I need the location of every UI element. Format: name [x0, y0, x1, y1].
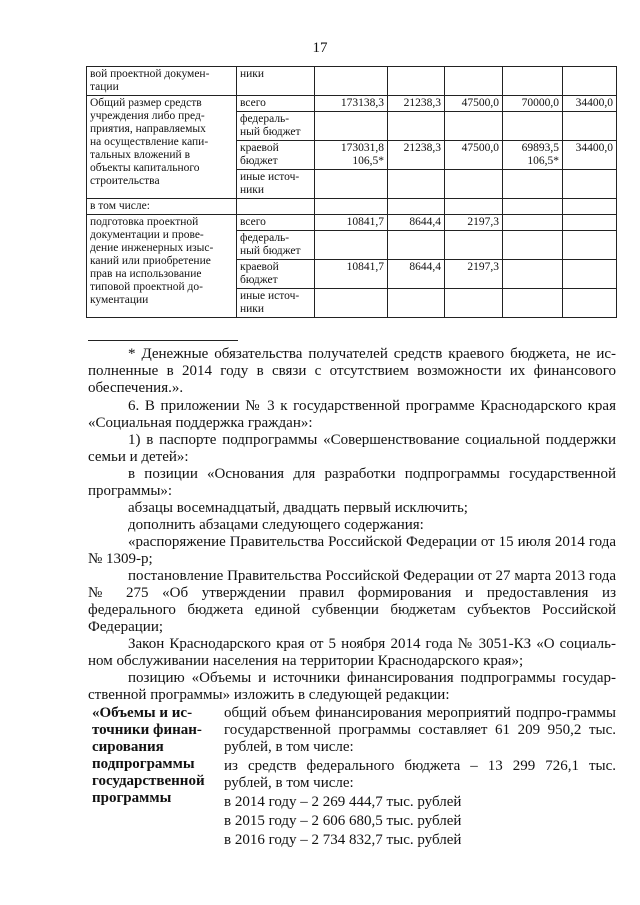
- cell-text: федераль- ный бюджет: [240, 232, 301, 257]
- paragraph: абзацы восемнадцатый, двадцать первый исключить;: [128, 500, 468, 516]
- value-cell: [563, 231, 617, 260]
- source-cell: [237, 260, 315, 289]
- value-cell: [503, 170, 563, 199]
- passport-line: в 2015 году – 2 606 680,5 тыс. рублей: [224, 813, 462, 829]
- cell-text: 2197,3: [467, 261, 499, 273]
- value-cell: [315, 141, 388, 170]
- cell-text: 47500,0: [461, 97, 499, 109]
- paragraph: позицию «Объемы и источники финансирования подпрограммы государ-ственной программы» изложить в следующей редакции:: [88, 670, 616, 703]
- value-cell: [503, 96, 563, 112]
- cell-text: ники: [240, 68, 265, 80]
- source-cell: [237, 215, 315, 231]
- cell-text: иные источ- ники: [240, 290, 300, 315]
- table-row: [87, 215, 617, 231]
- value-cell: [315, 67, 388, 96]
- value-cell: [388, 289, 445, 318]
- row-label-cell: Общий размер средств учреждения либо пред- приятия, направляемых на осуществление капи- тальных вложений в объекты капитального строительства: [87, 96, 237, 199]
- passport-line: общий объем финансирования мероприятий подпро-граммы государственной программы составляет 61 209 950,2 тыс. рублей, в том числе:: [224, 705, 616, 755]
- passport-line: из средств федерального бюджета – 13 299 726,1 тыс. рублей, в том числе:: [224, 758, 616, 791]
- passport-line: в 2016 году – 2 734 832,7 тыс. рублей: [224, 832, 462, 848]
- value-cell: [445, 67, 503, 96]
- row-label-cell: в том числе:: [87, 199, 237, 215]
- cell-text: краевой бюджет: [240, 142, 279, 167]
- value-cell: [563, 141, 617, 170]
- cell-footnote-value: 106,5*: [527, 155, 559, 167]
- passport-line: в 2014 году – 2 269 444,7 тыс. рублей: [224, 794, 462, 810]
- source-cell: [237, 231, 315, 260]
- source-cell: [237, 67, 315, 96]
- cell-text: 2197,3: [467, 216, 499, 228]
- value-cell: [503, 141, 563, 170]
- body-text: [88, 398, 616, 704]
- paragraph: дополнить абзацами следующего содержания:: [128, 517, 424, 533]
- cell-text: 21238,3: [403, 97, 441, 109]
- cell-text: краевой бюджет: [240, 261, 279, 286]
- value-cell: [563, 67, 617, 96]
- footnote: [88, 346, 616, 397]
- value-cell: [445, 170, 503, 199]
- paragraph: постановление Правительства Российской Федерации от 27 марта 2013 года № 275 «Об утверждении правил формирования и предоставления из федерального бюджета единой субвенции бюджетам субъектов Российской Федерации;: [88, 568, 616, 635]
- value-cell: [388, 112, 445, 141]
- value-cell: [388, 67, 445, 96]
- row-label-cell: подготовка проектной документации и прове- дение инженерных изыс- каний или приобретение прав на использование типовой проектной до- кументации: [87, 215, 237, 318]
- value-cell: [563, 215, 617, 231]
- value-cell: [563, 96, 617, 112]
- value-cell: [503, 231, 563, 260]
- value-cell: [445, 112, 503, 141]
- value-cell: [315, 215, 388, 231]
- value-cell: [563, 199, 617, 215]
- value-cell: [445, 199, 503, 215]
- value-cell: [388, 96, 445, 112]
- value-cell: [315, 231, 388, 260]
- footnote-text: * Денежные обязательства получателей средств краевого бюджета, не ис-полненные в 2014 году в связи с отсутствием возможности их финансового обеспечения.».: [88, 346, 616, 396]
- value-cell: [503, 289, 563, 318]
- cell-text: всего: [240, 216, 266, 228]
- value-cell: [388, 141, 445, 170]
- value-cell: [503, 112, 563, 141]
- source-cell: [237, 199, 315, 215]
- cell-text: 34400,0: [575, 142, 613, 154]
- value-cell: [388, 170, 445, 199]
- cell-text: 69893,5: [521, 142, 559, 154]
- paragraph: в позиции «Основания для разработки подпрограммы государственной программы»:: [88, 466, 616, 499]
- cell-text: федераль- ный бюджет: [240, 113, 301, 138]
- cell-text: 8644,4: [409, 261, 441, 273]
- value-cell: [445, 231, 503, 260]
- table-row: [87, 67, 617, 96]
- value-cell: [315, 289, 388, 318]
- value-cell: [315, 96, 388, 112]
- value-cell: [445, 260, 503, 289]
- source-cell: [237, 141, 315, 170]
- cell-text: иные источ- ники: [240, 171, 300, 196]
- passport-position-body: [224, 705, 616, 851]
- value-cell: [563, 112, 617, 141]
- cell-text: 47500,0: [461, 142, 499, 154]
- source-cell: [237, 289, 315, 318]
- value-cell: [503, 260, 563, 289]
- cell-text: 34400,0: [575, 97, 613, 109]
- row-label-cell: вой проектной докумен- тации: [87, 67, 237, 96]
- table-row: [87, 199, 617, 215]
- value-cell: [563, 170, 617, 199]
- paragraph: Закон Краснодарского края от 5 ноября 2014 года № 3051-КЗ «О социаль-ном обслуживании населения на территории Краснодарского края»;: [88, 636, 616, 669]
- value-cell: [315, 260, 388, 289]
- value-cell: [503, 215, 563, 231]
- cell-text: 10841,7: [346, 216, 384, 228]
- value-cell: [563, 260, 617, 289]
- cell-text: 21238,3: [403, 142, 441, 154]
- value-cell: [388, 231, 445, 260]
- value-cell: [315, 199, 388, 215]
- financing-table: [86, 66, 617, 318]
- value-cell: [563, 289, 617, 318]
- source-cell: [237, 170, 315, 199]
- value-cell: [445, 96, 503, 112]
- value-cell: [315, 170, 388, 199]
- paragraph: 1) в паспорте подпрограммы «Совершенствование социальной поддержки семьи и детей»:: [88, 432, 616, 465]
- cell-text: 8644,4: [409, 216, 441, 228]
- cell-text: 10841,7: [346, 261, 384, 273]
- passport-position-title: «Объемы и ис-точники финан-сирования подпрограммы государственной программы: [92, 705, 205, 806]
- cell-text: 70000,0: [521, 97, 559, 109]
- value-cell: [388, 260, 445, 289]
- cell-footnote-value: 106,5*: [352, 155, 384, 167]
- value-cell: [503, 67, 563, 96]
- paragraph: «распоряжение Правительства Российской Федерации от 15 июля 2014 года № 1309-р;: [88, 534, 616, 567]
- cell-text: всего: [240, 97, 266, 109]
- value-cell: [503, 199, 563, 215]
- value-cell: [445, 215, 503, 231]
- footnote-divider: [88, 340, 238, 341]
- page-number: 17: [312, 40, 328, 56]
- value-cell: [388, 215, 445, 231]
- cell-text: 173138,3: [340, 97, 384, 109]
- table-row: [87, 96, 617, 112]
- source-cell: [237, 112, 315, 141]
- value-cell: [445, 141, 503, 170]
- cell-text: 173031,8: [340, 142, 384, 154]
- value-cell: [388, 199, 445, 215]
- value-cell: [315, 112, 388, 141]
- paragraph: 6. В приложении № 3 к государственной программе Краснодарского края «Социальная поддержка граждан»:: [88, 398, 616, 431]
- value-cell: [445, 289, 503, 318]
- source-cell: [237, 96, 315, 112]
